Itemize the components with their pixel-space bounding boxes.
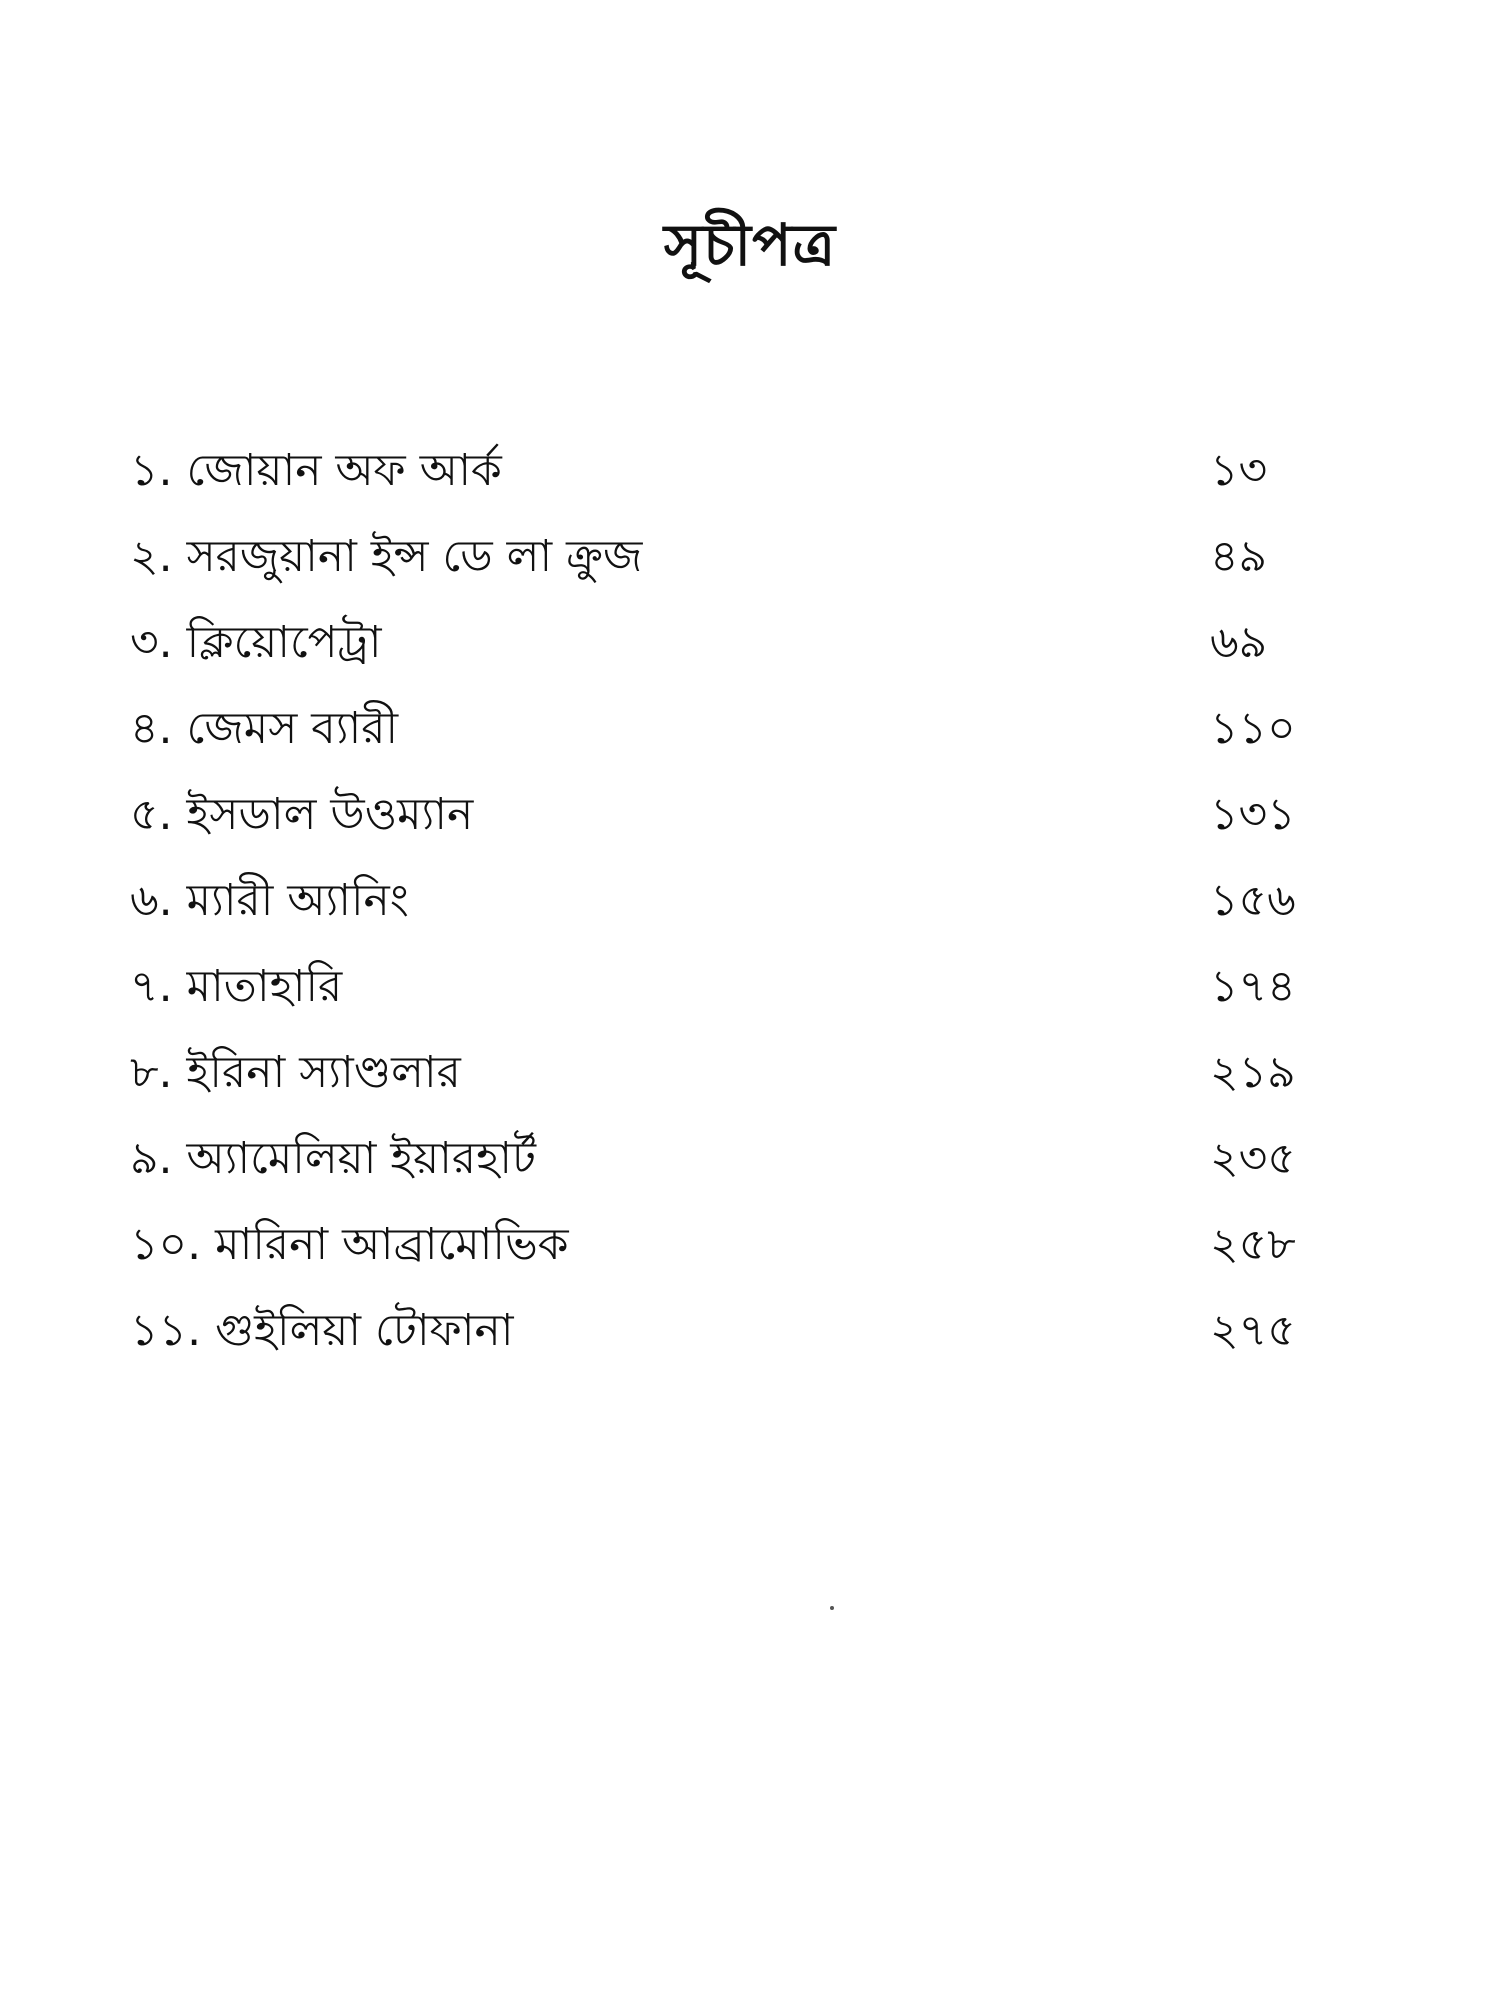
toc-entry xyxy=(130,514,1310,600)
toc-entry-page: ১৩ xyxy=(1210,445,1268,496)
toc-entry-title: মাতাহারি xyxy=(186,961,343,1012)
toc-entry-label xyxy=(130,527,642,587)
toc-entry-number: ৬. xyxy=(130,875,173,926)
toc-entry-page: ২১৯ xyxy=(1210,1047,1296,1098)
toc-entry-title: মারিনা আব্রামোভিক xyxy=(215,1219,569,1270)
toc-entry-title: জোয়ান অফ আর্ক xyxy=(186,445,502,496)
toc-entry-page: ২৩৫ xyxy=(1210,1133,1296,1184)
toc-entry-title: ইসডাল উওম্যান xyxy=(186,789,474,840)
toc-entry-label xyxy=(130,785,473,845)
toc-entry-page: ১৫৬ xyxy=(1210,875,1296,926)
toc-entry xyxy=(130,858,1310,944)
toc-entry xyxy=(130,944,1310,1030)
toc-entry-title: ক্লিয়োপেট্রা xyxy=(186,617,382,668)
stray-dot xyxy=(830,1606,834,1610)
toc-entry xyxy=(130,428,1310,514)
toc-entry xyxy=(130,1288,1310,1374)
toc-entry-number: ৮. xyxy=(130,1047,173,1098)
toc-entry-page: ১৩১ xyxy=(1210,789,1296,840)
toc-entry-label xyxy=(130,1215,569,1275)
toc-entry-page: ২৭৫ xyxy=(1210,1305,1296,1356)
toc-entry-page: ১১০ xyxy=(1210,703,1296,754)
toc-entry-label xyxy=(130,1301,514,1361)
toc-entry-label xyxy=(130,1129,536,1189)
toc-entry-title: ইরিনা স্যাণ্ডলার xyxy=(186,1047,461,1098)
toc-entry-number: ৫. xyxy=(130,789,173,840)
toc-entry-number: ৩. xyxy=(130,617,173,668)
toc-entry-number: ১. xyxy=(130,445,173,496)
toc-entry xyxy=(130,1202,1310,1288)
toc-entry xyxy=(130,600,1310,686)
toc-entry-number: ৯. xyxy=(130,1133,173,1184)
toc-entry-label xyxy=(130,1043,461,1103)
toc-entry-label xyxy=(130,871,409,931)
toc-entry-title: অ্যামেলিয়া ইয়ারহার্ট xyxy=(186,1133,536,1184)
page-title: সূচীপত্র xyxy=(663,211,837,279)
toc-entry-number: ১০. xyxy=(130,1219,202,1270)
toc-entry-label xyxy=(130,699,398,759)
toc-entry-number: ২. xyxy=(130,531,173,582)
toc-entry xyxy=(130,1116,1310,1202)
toc-entry-title: জেমস ব্যারী xyxy=(186,703,399,754)
toc-entry xyxy=(130,772,1310,858)
toc-entry xyxy=(130,1030,1310,1116)
toc-entry-title: ম্যারী অ্যানিং xyxy=(186,875,409,926)
toc-entry-number: ৭. xyxy=(130,961,173,1012)
toc-entry-label xyxy=(130,957,342,1017)
toc-entry-number: ১১. xyxy=(130,1305,202,1356)
toc-entry-title: সরজুয়ানা ইন্স ডে লা ক্রুজ xyxy=(186,531,643,582)
toc-entry-page: ২৫৮ xyxy=(1210,1219,1296,1270)
toc-entry-number: ৪. xyxy=(130,703,173,754)
table-of-contents xyxy=(130,428,1310,1374)
toc-entry-page: ৪৯ xyxy=(1210,531,1268,582)
toc-entry-page: ৬৯ xyxy=(1210,617,1268,668)
toc-entry-label xyxy=(130,441,502,501)
toc-entry-label xyxy=(130,613,382,673)
toc-entry-page: ১৭৪ xyxy=(1210,961,1296,1012)
toc-entry xyxy=(130,686,1310,772)
toc-entry-title: গুইলিয়া টোফানা xyxy=(215,1305,514,1356)
